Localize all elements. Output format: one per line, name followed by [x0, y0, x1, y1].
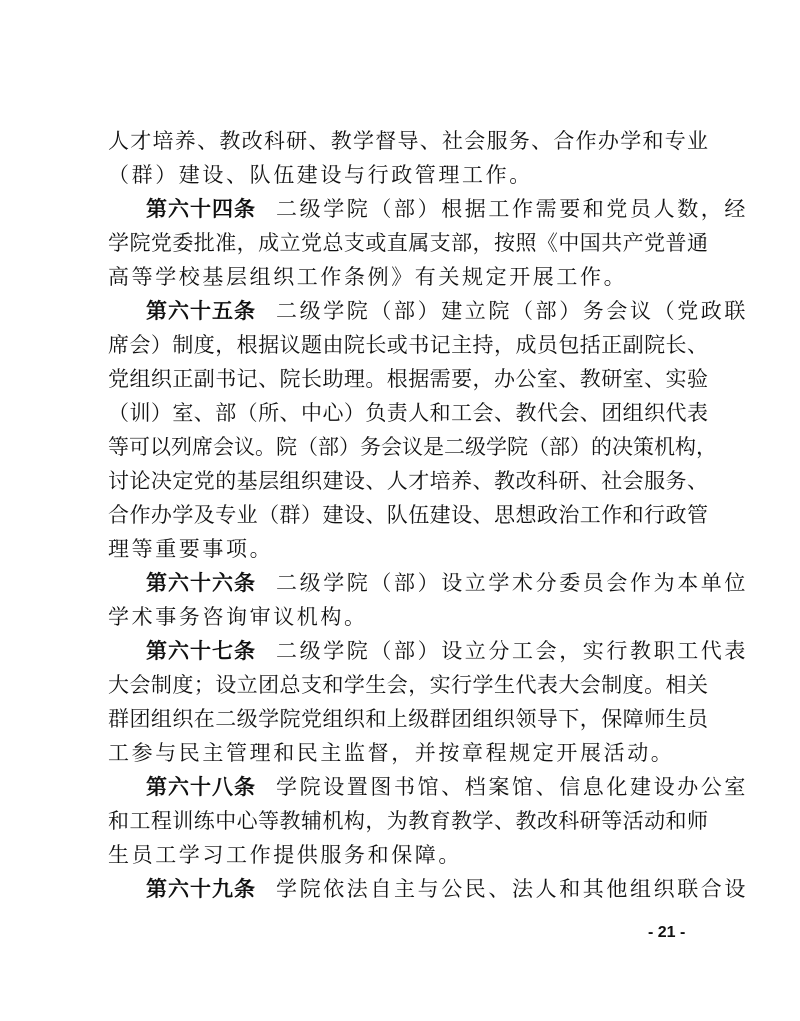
text-line: 群团组织在二级学院党组织和上级群团组织领导下，保障师生员	[108, 707, 708, 731]
article-text: 二级学院（部）设立分工会，实行教职工代表	[276, 639, 748, 663]
article-number: 第六十七条	[146, 639, 256, 663]
article-text: 二级学院（部）根据工作需要和党员人数，经	[276, 197, 748, 221]
text-line: 大会制度；设立团总支和学生会，实行学生代表大会制度。相关	[108, 673, 708, 697]
article-number: 第六十八条	[146, 775, 256, 799]
text-line: 工参与民主管理和民主监督，并按章程规定开展活动。	[108, 741, 675, 765]
text-line: 和工程训练中心等教辅机构，为教育教学、教改科研等活动和师	[108, 809, 708, 833]
text-line: 学院党委批准，成立党总支或直属支部，按照《中国共产党普通	[108, 231, 708, 255]
article-number: 第六十九条	[146, 877, 256, 901]
text-line: （训）室、部（所、中心）负责人和工会、教代会、团组织代表	[108, 401, 708, 425]
article-number: 第六十五条	[146, 299, 256, 323]
page-number: - 21 -	[648, 924, 686, 941]
article-text: 学院依法自主与公民、法人和其他组织联合设	[276, 877, 748, 901]
article-line	[146, 294, 748, 328]
text-line: 等可以列席会议。院（部）务会议是二级学院（部）的决策机构，	[108, 435, 717, 459]
article-line	[146, 872, 748, 906]
article-number: 第六十四条	[146, 197, 256, 221]
article-line	[146, 566, 748, 600]
text-line: 党组织正副书记、院长助理。根据需要，办公室、教研室、实验	[108, 367, 708, 391]
article-number: 第六十六条	[146, 571, 256, 595]
text-line: 讨论决定党的基层组织建设、人才培养、教改科研、社会服务、	[108, 469, 708, 493]
article-line	[146, 634, 748, 668]
text-line: 学术事务咨询审议机构。	[108, 605, 368, 629]
text-line: （群）建设、队伍建设与行政管理工作。	[108, 163, 533, 187]
article-text: 学院设置图书馆、档案馆、信息化建设办公室	[276, 775, 748, 799]
text-line: 合作办学及专业（群）建设、队伍建设、思想政治工作和行政管	[108, 503, 708, 527]
text-line: 生员工学习工作提供服务和保障。	[108, 843, 462, 867]
text-line: 人才培养、教改科研、教学督导、社会服务、合作办学和专业	[108, 129, 708, 153]
text-line: 席会）制度，根据议题由院长或书记主持，成员包括正副院长、	[108, 333, 708, 357]
article-line	[146, 770, 748, 804]
text-line: 理等重要事项。	[108, 537, 274, 561]
article-text: 二级学院（部）建立院（部）务会议（党政联	[276, 299, 748, 323]
text-line: 高等学校基层组织工作条例》有关规定开展工作。	[108, 265, 628, 289]
article-text: 二级学院（部）设立学术分委员会作为本单位	[276, 571, 748, 595]
article-line	[146, 192, 748, 226]
